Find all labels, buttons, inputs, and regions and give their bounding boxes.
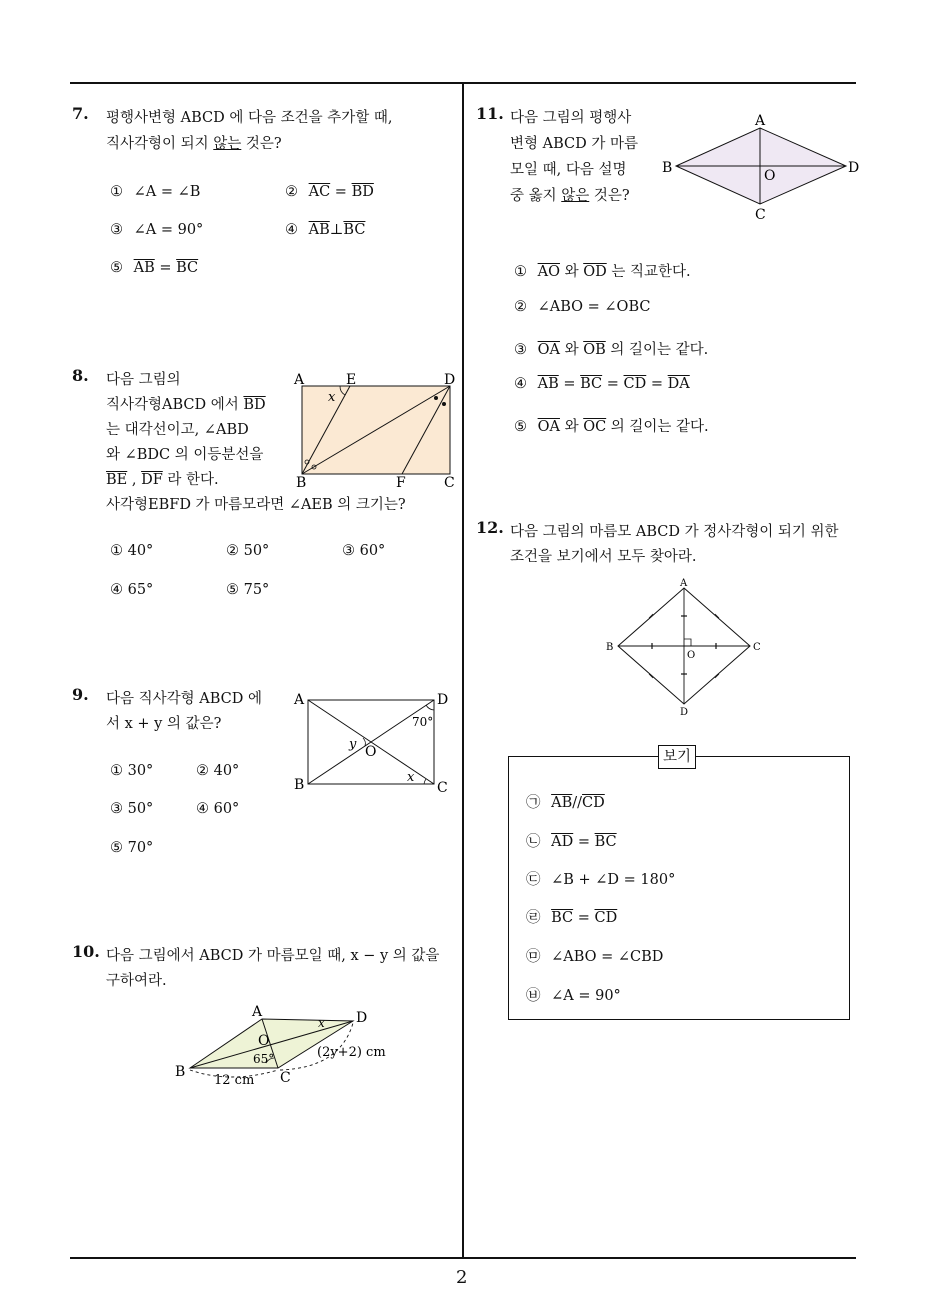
bogi-text: ∠A = 90° <box>551 988 621 1004</box>
segment: $\overline{BC}$ <box>580 376 603 392</box>
option-2[interactable]: ② 40° <box>196 763 240 779</box>
option-mark: ⑤ <box>110 260 123 276</box>
underlined-text: 않는 <box>213 136 242 152</box>
question-text: 다음 직사각형 ABCD 에 <box>106 691 262 707</box>
segment: $\overline{AO}$ <box>537 264 560 280</box>
column-divider <box>462 82 464 1258</box>
question-text: 다음 그림의 평행사 <box>510 110 632 126</box>
label-a: A <box>755 113 766 129</box>
question-text: 변형 ABCD 가 마름 <box>510 136 638 152</box>
question-text: 평행사변형 ABCD 에 다음 조건을 추가할 때, <box>106 110 393 126</box>
option-4[interactable]: ④ 60° <box>196 801 240 817</box>
segment: $\overline{DA}$ <box>667 376 690 392</box>
q10-figure <box>170 1000 400 1092</box>
text-span: 는 직교한다. <box>606 264 691 280</box>
label-c: C <box>755 207 766 223</box>
label-d: D <box>680 707 689 718</box>
q11-figure <box>660 110 864 230</box>
bogi-item-4[interactable] <box>526 906 617 927</box>
option-5[interactable] <box>514 415 709 436</box>
q12-figure <box>600 576 770 716</box>
question-text <box>106 393 266 414</box>
question-number: 11. <box>476 104 504 123</box>
segment: $\overline{DF}$ <box>141 472 163 488</box>
bogi-mark: ㉣ <box>526 910 541 926</box>
option-mark: ① <box>514 264 527 280</box>
label-o: O <box>258 1033 270 1049</box>
label-base: 12 cm <box>214 1073 255 1088</box>
bogi-mark: ㉤ <box>526 949 541 965</box>
bogi-mark: ㉠ <box>526 795 541 811</box>
option-5[interactable]: ⑤ 75° <box>226 582 270 598</box>
q8-figure <box>290 370 460 490</box>
question-text: 다음 그림의 마름모 ABCD 가 정사각형이 되기 위한 <box>510 524 839 540</box>
relation: = <box>602 376 624 392</box>
question-text: 다음 그림의 <box>106 372 181 388</box>
question-number: 12. <box>476 518 504 537</box>
option-2[interactable] <box>514 299 650 315</box>
segment: $\overline{AB}$ <box>551 795 573 811</box>
bogi-item-6[interactable] <box>526 984 621 1005</box>
option-1[interactable]: ① 30° <box>110 763 154 779</box>
text-span: 와 <box>559 342 584 358</box>
label-angle: 70° <box>412 715 434 729</box>
question-number: 7. <box>72 104 89 123</box>
option-3[interactable]: ③ 60° <box>342 543 386 559</box>
text-span: 직사각형ABCD 에서 <box>106 397 239 413</box>
segment: $\overline{CD}$ <box>594 910 618 926</box>
segment: $\overline{CD}$ <box>623 376 647 392</box>
text-span: 중 옳지 <box>510 188 562 204</box>
segment: $\overline{BC}$ <box>343 222 366 238</box>
label-side: (2y+2) cm <box>317 1045 386 1060</box>
option-mark: ② <box>514 299 527 315</box>
label-a: A <box>294 372 305 388</box>
bogi-item-5[interactable] <box>526 945 663 966</box>
label-d: D <box>437 692 449 708</box>
question-text: 조건을 보기에서 모두 찾아라. <box>510 549 697 565</box>
option-3[interactable] <box>514 338 708 359</box>
bogi-text: ∠B + ∠D = 180° <box>551 872 676 888</box>
label-c: C <box>444 475 455 491</box>
label-angle: 65° <box>253 1052 275 1066</box>
segment: $\overline{OB}$ <box>583 342 606 358</box>
label-f: F <box>396 475 406 491</box>
option-mark: ③ <box>514 342 527 358</box>
bogi-mark: ㉥ <box>526 988 541 1004</box>
segment: $\overline{OD}$ <box>583 264 607 280</box>
question-text: 모일 때, 다음 설명 <box>510 162 627 178</box>
question-text: 다음 그림에서 ABCD 가 마름모일 때, x − y 의 값을 <box>106 948 440 964</box>
question-text <box>106 132 282 153</box>
question-text: 는 대각선이고, ∠ABD <box>106 422 249 438</box>
relation: = <box>330 184 352 200</box>
question-number: 9. <box>72 685 89 704</box>
text-span: 와 <box>559 264 584 280</box>
question-number: 10. <box>72 942 100 961</box>
option-2[interactable] <box>285 184 374 200</box>
segment: $\overline{BC}$ <box>594 834 617 850</box>
label-e: E <box>346 372 357 388</box>
text-span: 것은? <box>241 136 282 152</box>
option-5[interactable]: ⑤ 70° <box>110 840 154 856</box>
label-d: D <box>444 372 456 388</box>
angle-arc <box>426 705 434 710</box>
underlined-text: 않은 <box>561 188 590 204</box>
text-span: 것은? <box>589 188 630 204</box>
relation: // <box>572 795 583 811</box>
segment: $\overline{BC}$ <box>176 260 199 276</box>
option-mark: ① <box>110 184 123 200</box>
text-span: 와 <box>559 419 584 435</box>
bogi-title: 보기 <box>658 745 696 769</box>
text-span: 라 한다. <box>162 472 219 488</box>
option-3[interactable] <box>110 222 203 238</box>
bogi-item-2[interactable] <box>526 830 617 851</box>
label-b: B <box>662 160 673 176</box>
option-mark: ⑤ <box>514 419 527 435</box>
label-b: B <box>294 777 305 793</box>
text-span: 의 길이는 같다. <box>605 342 709 358</box>
page-number: 2 <box>456 1267 468 1288</box>
segment: $\overline{OA}$ <box>537 419 560 435</box>
option-1[interactable]: ① 40° <box>110 543 154 559</box>
angle-arc <box>424 779 426 784</box>
question-number: 8. <box>72 366 89 385</box>
segment: $\overline{BD}$ <box>351 184 374 200</box>
segment: $\overline{AD}$ <box>551 834 574 850</box>
option-mark: ③ <box>110 222 123 238</box>
label-b: B <box>175 1064 186 1080</box>
question-text <box>106 468 219 489</box>
label-c: C <box>280 1070 291 1086</box>
q9-figure <box>290 688 460 798</box>
label-b: B <box>606 642 614 653</box>
segment: $\overline{AB}$ <box>133 260 155 276</box>
label-a: A <box>680 578 688 589</box>
label-c: C <box>753 642 761 653</box>
bogi-item-1[interactable] <box>526 791 605 812</box>
option-mark: ④ <box>514 376 527 392</box>
relation: = <box>573 834 595 850</box>
label-o: O <box>365 744 377 760</box>
option-3[interactable]: ③ 50° <box>110 801 154 817</box>
relation: = <box>573 910 595 926</box>
bogi-mark: ㉡ <box>526 834 541 850</box>
label-a: A <box>294 692 305 708</box>
label-x: x <box>328 390 336 405</box>
segment: $\overline{AB}$ <box>537 376 559 392</box>
bogi-text: ∠ABO = ∠CBD <box>551 949 664 965</box>
question-text: 구하여라. <box>106 973 167 989</box>
segment: $\overline{AC}$ <box>308 184 331 200</box>
text-span: , <box>127 472 142 488</box>
question-text <box>510 184 630 205</box>
segment: $\overline{BD}$ <box>243 397 266 413</box>
angle-mark <box>442 402 446 406</box>
option-1[interactable] <box>110 184 200 200</box>
label-o: O <box>764 168 776 184</box>
bogi-item-3[interactable] <box>526 868 675 889</box>
option-5[interactable] <box>110 260 198 276</box>
question-text: 와 ∠BDC 의 이등분선을 <box>106 447 264 463</box>
right-angle-mark <box>684 639 691 646</box>
label-o: O <box>687 650 696 661</box>
label-a: A <box>252 1004 263 1020</box>
segment: $\overline{OA}$ <box>537 342 560 358</box>
option-1[interactable] <box>514 260 691 281</box>
label-y: y <box>349 737 357 752</box>
question-text: 서 x + y 의 값은? <box>106 716 222 732</box>
option-mark: ④ <box>285 222 298 238</box>
segment: $\overline{OC}$ <box>583 419 607 435</box>
text-span: 의 길이는 같다. <box>606 419 709 435</box>
label-x: x <box>318 1016 325 1030</box>
option-4[interactable] <box>514 376 690 392</box>
option-text: ∠A = 90° <box>133 222 204 238</box>
option-4[interactable] <box>285 222 365 238</box>
relation: ⊥ <box>329 222 344 238</box>
option-2[interactable]: ② 50° <box>226 543 270 559</box>
label-b: B <box>296 475 307 491</box>
label-x: x <box>407 770 415 785</box>
label-c: C <box>437 780 448 796</box>
relation: = <box>154 260 177 276</box>
segment: $\overline{AB}$ <box>308 222 330 238</box>
relation: = <box>558 376 581 392</box>
option-text: ∠ABO = ∠OBC <box>537 299 651 315</box>
option-mark: ② <box>285 184 298 200</box>
option-4[interactable]: ④ 65° <box>110 582 154 598</box>
segment: $\overline{CD}$ <box>582 795 605 811</box>
relation: = <box>646 376 668 392</box>
text-span: 직사각형이 되지 <box>106 136 214 152</box>
segment: $\overline{BC}$ <box>551 910 574 926</box>
label-d: D <box>848 160 860 176</box>
label-d: D <box>356 1010 368 1026</box>
question-text: 사각형EBFD 가 마름모라면 ∠AEB 의 크기는? <box>106 497 406 513</box>
bogi-mark: ㉢ <box>526 872 541 888</box>
option-text: ∠A = ∠B <box>133 184 201 200</box>
angle-mark <box>434 396 438 400</box>
segment: $\overline{BE}$ <box>106 472 128 488</box>
